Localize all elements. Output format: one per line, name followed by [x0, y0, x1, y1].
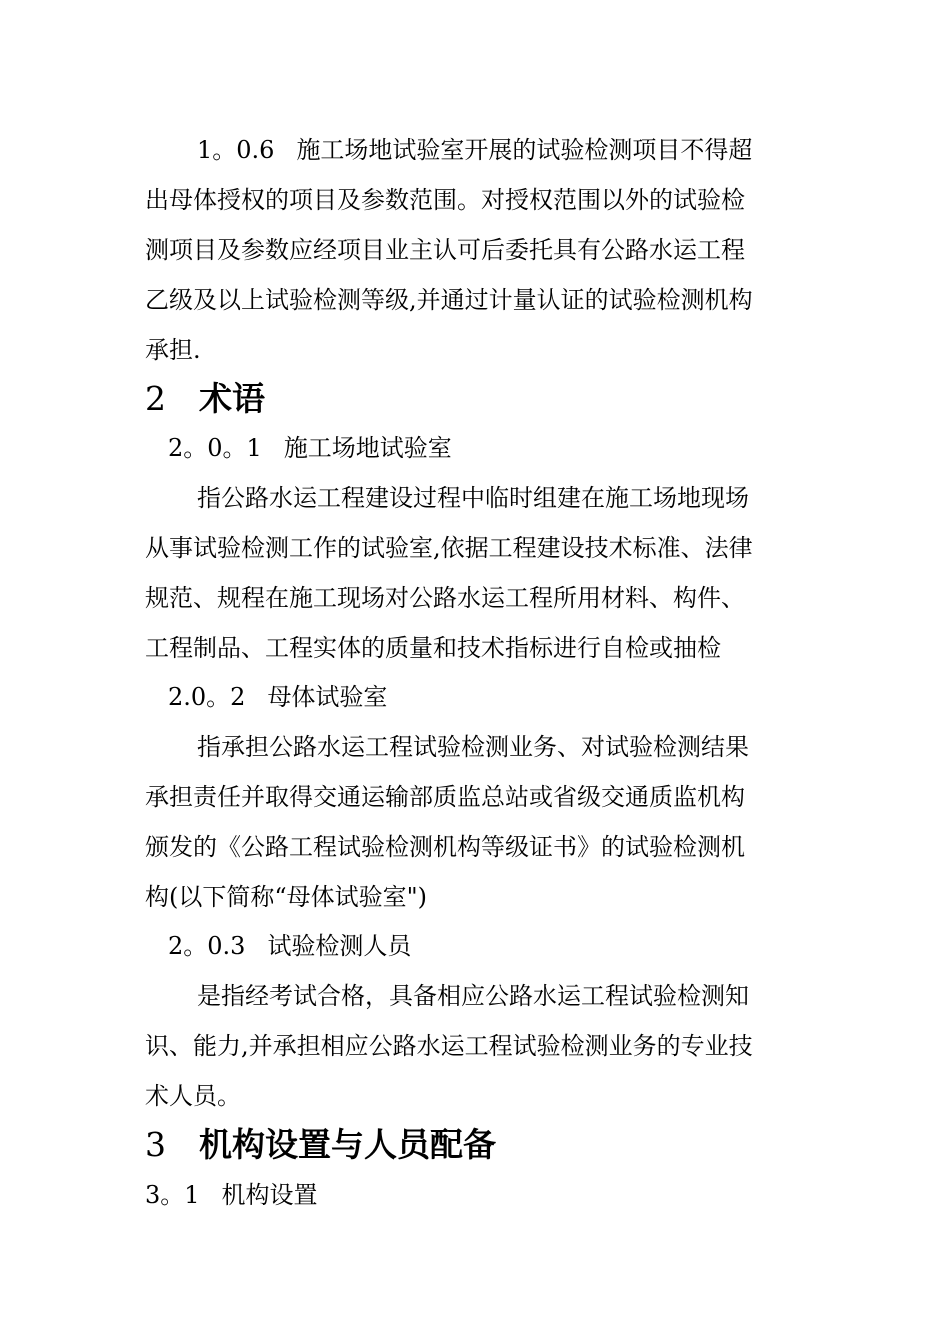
clause-number: 1。0.6	[197, 136, 275, 164]
clause-2-0-1-heading	[168, 423, 815, 473]
paragraph-line: 出母体授权的项目及参数范围。对授权范围以外的试验检	[145, 186, 745, 214]
section-title: 机构设置与人员配备	[199, 1125, 496, 1164]
paragraph-line: 指公路水运工程建设过程中临时组建在施工场地现场	[197, 484, 749, 512]
paragraph-line: 乙级及以上试验检测等级,并通过计量认证的试验检测机构	[145, 286, 753, 314]
clause-1-0-6-first-line	[197, 125, 815, 175]
clause-title: 机构设置	[221, 1181, 318, 1209]
clause-3-1-heading	[145, 1170, 815, 1220]
paragraph-line: 颁发的《公路工程试验检测机构等级证书》的试验检测机	[145, 833, 745, 861]
section-number: 2	[145, 379, 166, 418]
paragraph-line: 术人员。	[145, 1082, 241, 1110]
paragraph-line: 承担.	[145, 336, 201, 364]
section-number: 3	[145, 1125, 166, 1164]
clause-number: 2。0。1	[168, 434, 262, 462]
paragraph-text: 施工场地试验室开展的试验检测项目不得超	[296, 136, 753, 164]
paragraph-line: 测项目及参数应经项目业主认可后委托具有公路水运工程	[145, 236, 745, 264]
section-3-heading	[145, 1119, 815, 1171]
paragraph-line: 构(以下简称“母体试验室")	[145, 883, 428, 911]
clause-2-0-3-heading	[168, 921, 815, 971]
clause-title: 母体试验室	[267, 683, 388, 711]
paragraph-line: 指承担公路水运工程试验检测业务、对试验检测结果	[197, 733, 749, 761]
paragraph-line: 从事试验检测工作的试验室,依据工程建设技术标准、法律	[145, 534, 753, 562]
section-title: 术语	[199, 379, 265, 418]
paragraph-line: 识、能力,并承担相应公路水运工程试验检测业务的专业技	[145, 1032, 753, 1060]
clause-number: 2.0。2	[168, 683, 246, 711]
clause-title: 施工场地试验室	[283, 434, 452, 462]
clause-2-0-2-heading	[168, 672, 815, 722]
clause-number: 2。0.3	[168, 932, 246, 960]
paragraph-line: 承担责任并取得交通运输部质监总站或省级交通质监机构	[145, 783, 745, 811]
clause-title: 试验检测人员	[267, 932, 412, 960]
paragraph-line: 是指经考试合格，具备相应公路水运工程试验检测知	[197, 982, 749, 1010]
paragraph-line: 规范、规程在施工现场对公路水运工程所用材料、构件、	[145, 584, 745, 612]
clause-number: 3。1	[145, 1181, 200, 1209]
section-2-heading	[145, 373, 815, 425]
paragraph-line: 工程制品、工程实体的质量和技术指标进行自检或抽检	[145, 634, 721, 662]
